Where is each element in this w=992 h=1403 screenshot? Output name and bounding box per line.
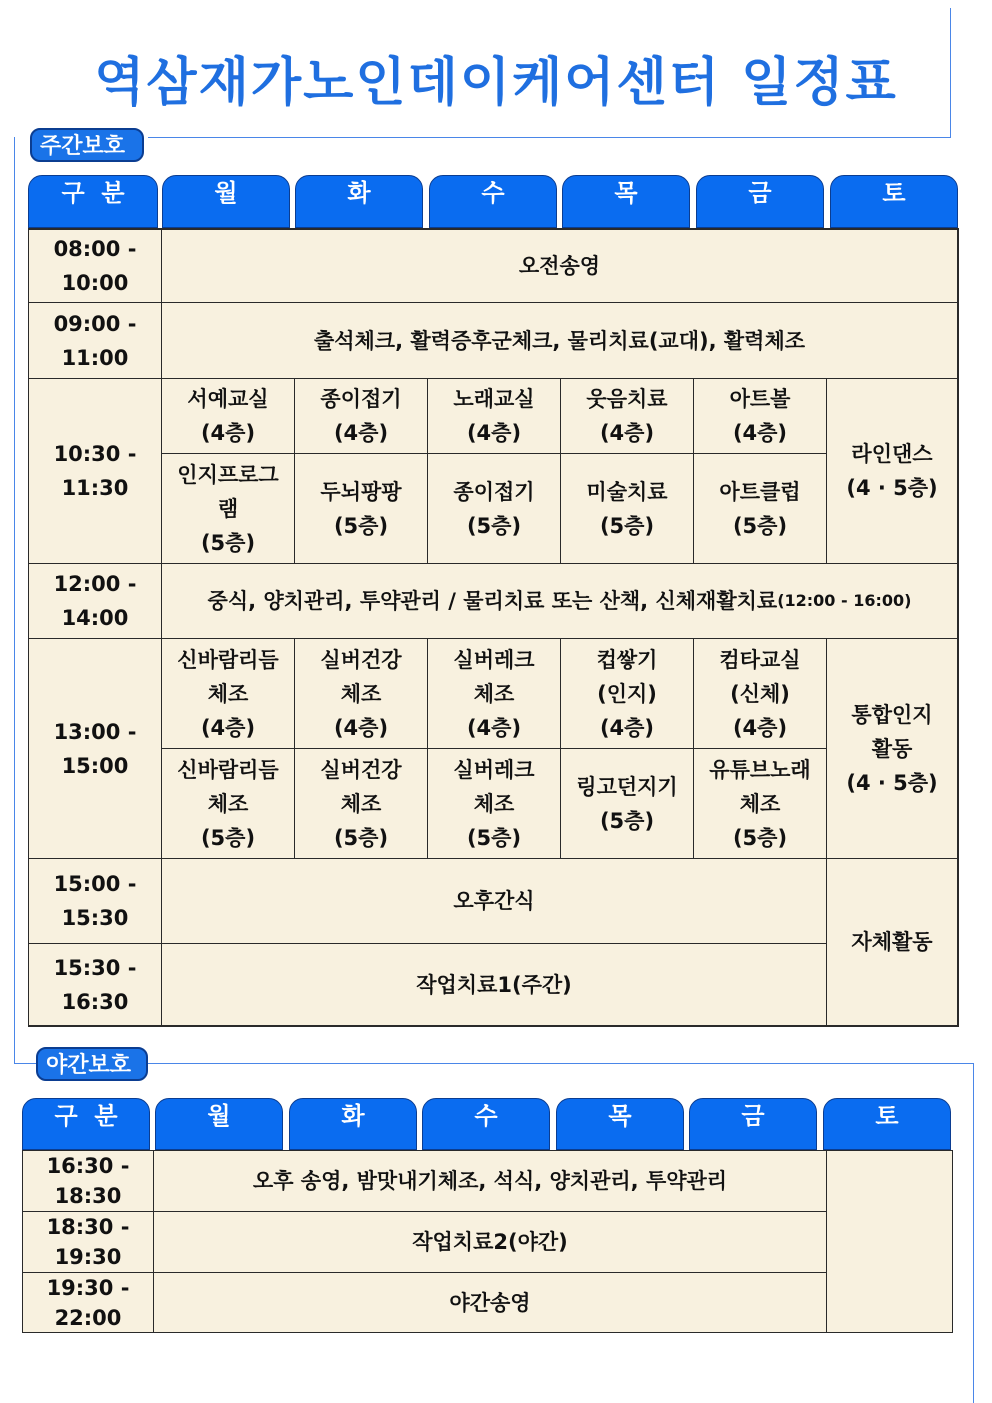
activity-cell: 웃음치료 (4층) [586,387,668,445]
activity-cell: 서예교실 (4층) [187,387,269,445]
header-mon: 월 [162,175,290,228]
header-mon: 월 [155,1098,283,1150]
activity-cell: 컵쌓기 (인지) (4층) [596,647,658,740]
header-thu: 목 [562,175,690,228]
grid-line [28,1025,959,1027]
saturday-cell-empty [827,1151,952,1332]
activity-cell: 오전송영 [518,254,601,278]
header-category: 구 분 [22,1098,150,1150]
time-cell: 08:00 - 10:00 [53,237,137,295]
activity-cell: 실버레크 체조 (4층) [453,647,535,740]
grid-line [957,228,959,1027]
activity-cell: 종이접기 (5층) [453,479,535,538]
header-wed: 수 [429,175,557,228]
activity-cell [162,564,957,638]
grid-line [22,1332,953,1333]
section-badge-night: 야간보호 [36,1047,148,1081]
frame-line-top [148,137,951,138]
activity-cell: 실버건강 체조 (4층) [320,647,402,740]
activity-cell: 미술치료 (5층) [586,479,668,538]
frame-line-right-bottom [973,1063,974,1403]
page-title: 역삼재가노인데이케어센터 일정표 [94,53,898,113]
header-tue: 화 [289,1098,417,1150]
time-cell: 16:30 - 18:30 [46,1154,130,1208]
activity-cell: 작업치료1(주간) [416,972,572,997]
time-cell: 10:30 - 11:30 [53,442,137,500]
time-cell: 15:00 - 15:30 [53,872,137,930]
header-thu: 목 [556,1098,684,1150]
activity-cell: 아트클럽 (5층) [719,479,801,538]
grid-line [952,1150,953,1333]
activity-cell: 실버건강 체조 (5층) [320,757,402,850]
frame-line-mid [14,1063,974,1064]
header-category: 구 분 [28,175,158,228]
activity-cell: 오후간식 [453,889,535,913]
activity-cell: 작업치료2(야간) [412,1230,568,1254]
saturday-cell: 자체활동 [851,930,933,954]
section-badge-day: 주간보호 [30,128,144,162]
activity-cell: 인지프로그 램 (5층) [177,462,279,555]
frame-line-left [14,137,15,1063]
activity-cell: 오후 송영, 밤맛내기체조, 석식, 양치관리, 투약관리 [252,1169,728,1193]
header-sat: 토 [823,1098,951,1150]
activity-cell: 신바람리듬 체조 (5층) [177,757,279,850]
saturday-cell: 라인댄스 (4 · 5층) [846,442,938,500]
activity-cell: 출석체크, 활력증후군체크, 물리치료(교대), 활력체조 [313,328,806,353]
saturday-cell: 통합인지 활동 (4 · 5층) [846,702,938,795]
time-cell: 13:00 - 15:00 [53,719,137,778]
time-cell: 12:00 - 14:00 [53,572,137,630]
header-sat: 토 [830,175,958,228]
activity-note: (12:00 - 16:00) [777,591,912,610]
activity-cell: 종이접기 (4층) [320,387,402,445]
activity-cell: 두뇌팡팡 (5층) [320,479,402,538]
activity-cell: 노래교실 (4층) [453,387,535,445]
header-wed: 수 [422,1098,550,1150]
time-cell: 19:30 - 22:00 [46,1275,130,1330]
activity-text: 중식, 양치관리, 투약관리 / 물리치료 또는 산책, 신체재활치료 [207,589,778,613]
time-cell: 15:30 - 16:30 [53,955,137,1014]
header-tue: 화 [295,175,423,228]
activity-cell: 실버레크 체조 (5층) [453,757,535,850]
time-cell: 09:00 - 11:00 [53,311,137,370]
header-fri: 금 [696,175,824,228]
activity-cell: 야간송영 [449,1290,531,1315]
header-fri: 금 [689,1098,817,1150]
activity-cell: 링고던지기 (5층) [576,774,678,833]
activity-cell: 아트볼 (4층) [729,387,791,445]
activity-cell: 유튜브노래 체조 (5층) [709,757,811,850]
activity-cell: 컴타교실 (신체) (4층) [719,647,801,740]
activity-cell: 신바람리듬 체조 (4층) [177,647,279,740]
time-cell: 18:30 - 19:30 [46,1215,130,1269]
